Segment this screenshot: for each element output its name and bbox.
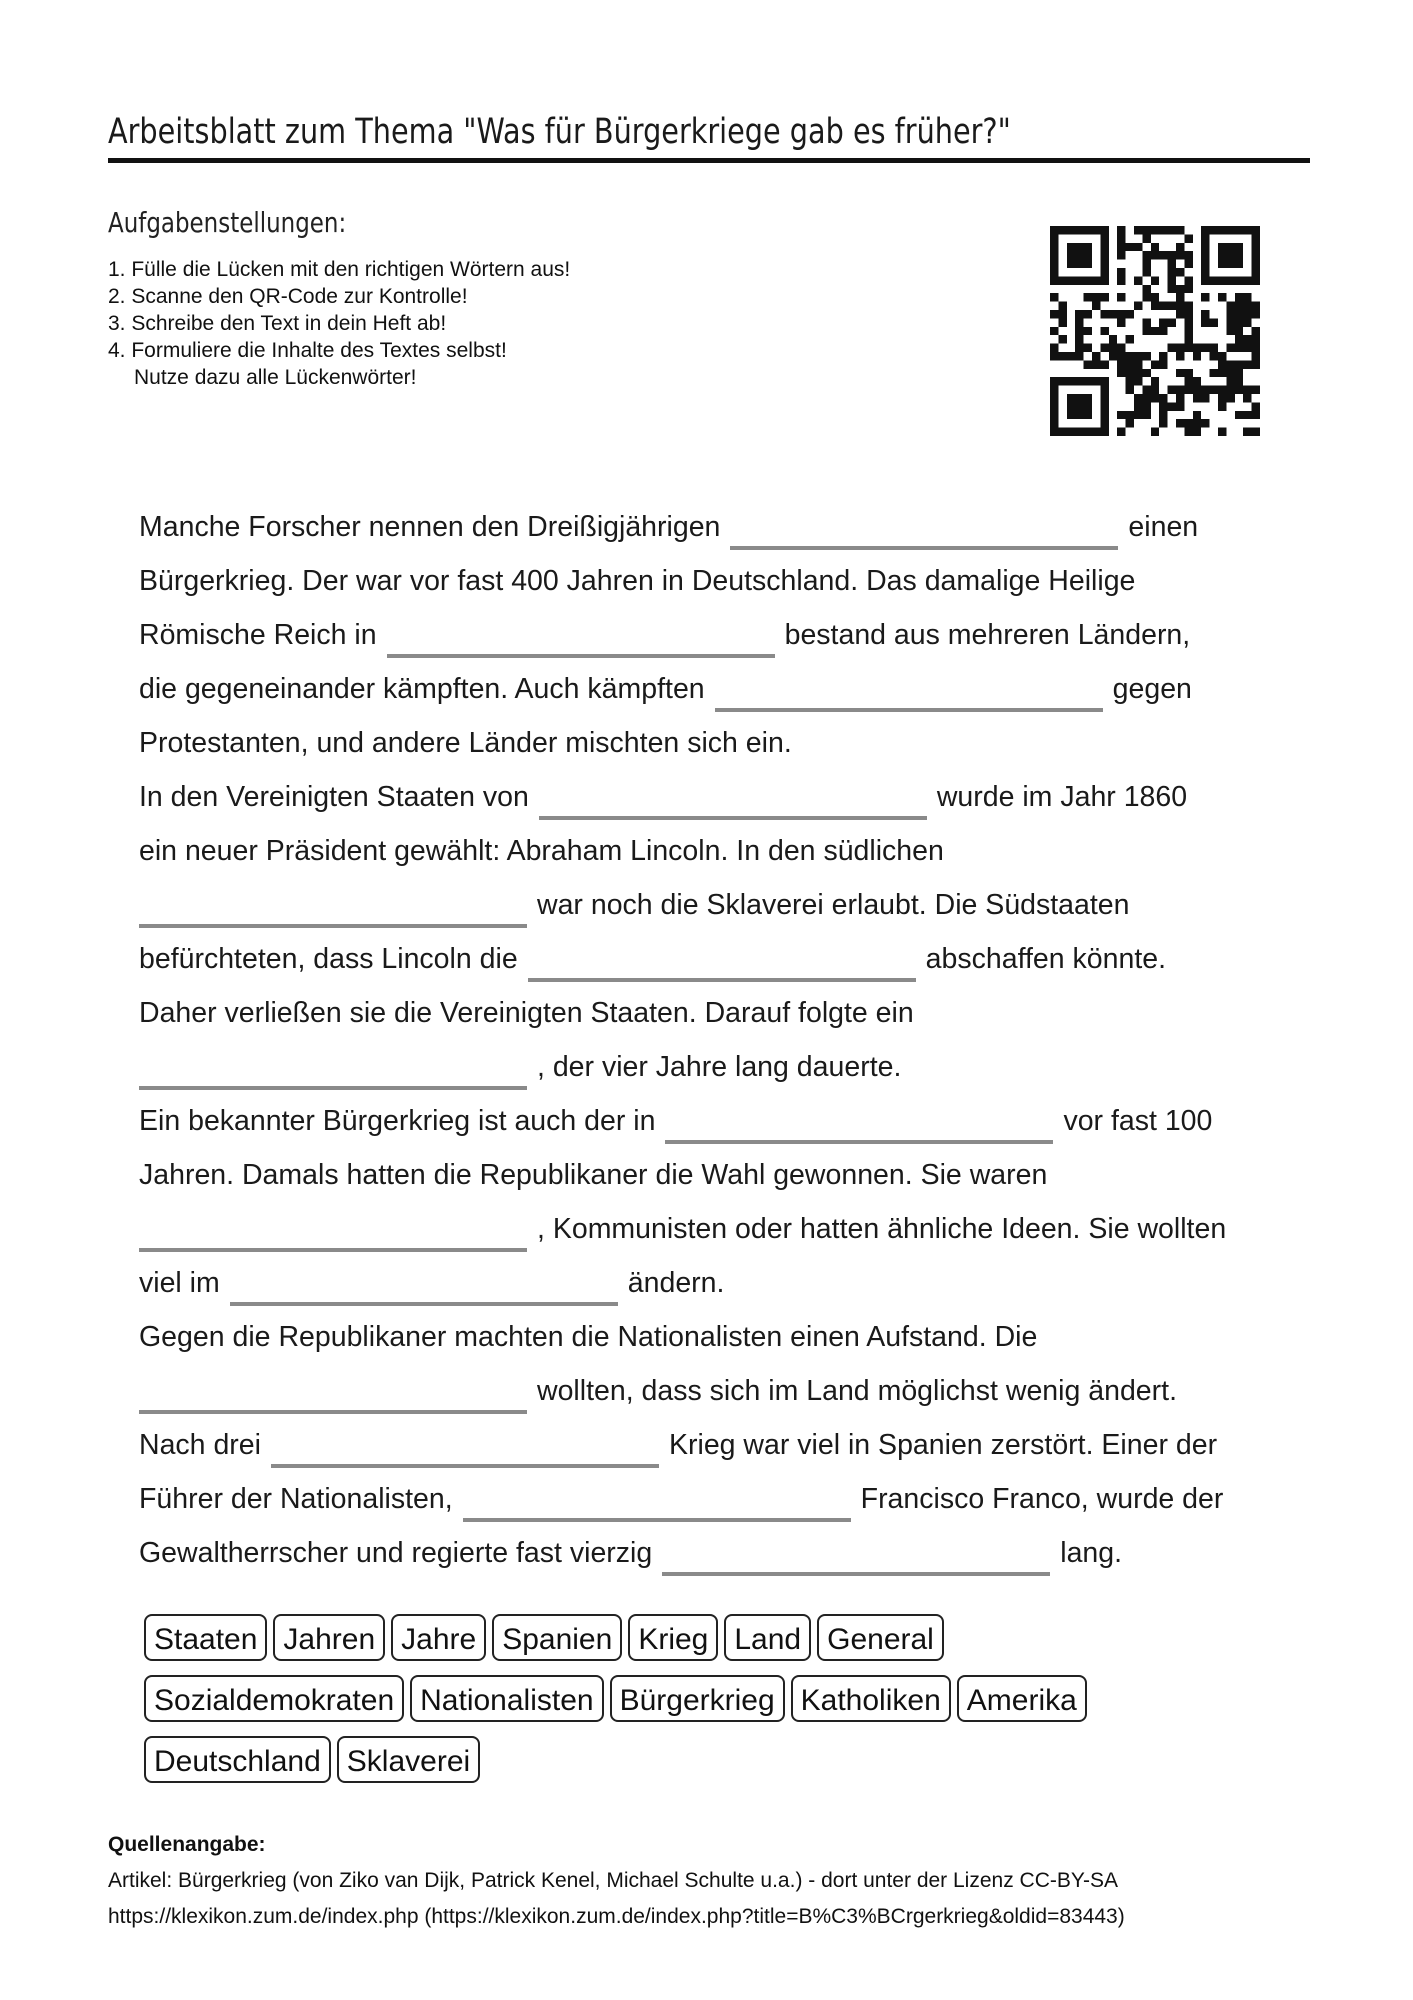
cloze-text-segment: ein neuer Präsident gewählt: Abraham Lincoln. In den südlichen — [139, 835, 944, 867]
cloze-text-segment: Bürgerkrieg. Der war vor fast 400 Jahren in Deutschland. Das damalige Heilige — [139, 565, 1136, 597]
cloze-text-segment: Gewaltherrscher und regierte fast vierzig — [139, 1537, 653, 1569]
word-chip[interactable]: Jahren — [273, 1614, 385, 1661]
qr-code-icon[interactable] — [1050, 226, 1260, 436]
cloze-line — [139, 608, 1289, 662]
word-chip[interactable]: Krieg — [628, 1614, 718, 1661]
task-item: 3. Schreibe den Text in dein Heft ab! — [108, 312, 447, 335]
word-chip[interactable]: Deutschland — [144, 1736, 331, 1783]
cloze-text-segment: abschaffen könnte. — [925, 943, 1167, 975]
cloze-blank[interactable] — [528, 978, 916, 982]
cloze-text-segment: vor fast 100 — [1063, 1105, 1213, 1137]
cloze-line — [139, 824, 1289, 878]
cloze-blank[interactable] — [387, 654, 775, 658]
cloze-text — [139, 500, 1289, 1580]
word-chip[interactable]: Katholiken — [791, 1675, 951, 1722]
cloze-blank[interactable] — [139, 1248, 527, 1252]
cloze-line — [139, 554, 1289, 608]
task-item: 2. Scanne den QR-Code zur Kontrolle! — [108, 285, 468, 308]
cloze-blank[interactable] — [230, 1302, 618, 1306]
task-list — [108, 256, 570, 391]
cloze-text-segment: wollten, dass sich im Land möglichst wenig ändert. — [537, 1375, 1177, 1407]
cloze-text-segment: Gegen die Republikaner machten die Nationalisten einen Aufstand. Die — [139, 1321, 1038, 1353]
word-chip[interactable]: General — [817, 1614, 944, 1661]
cloze-text-segment: , der vier Jahre lang dauerte. — [537, 1051, 902, 1083]
cloze-text-segment: Daher verließen sie die Vereinigten Staaten. Darauf folgte ein — [139, 997, 914, 1029]
title-underline — [108, 158, 1310, 163]
cloze-line — [139, 662, 1289, 716]
cloze-text-segment: Römische Reich in — [139, 619, 377, 651]
word-chip[interactable]: Amerika — [957, 1675, 1087, 1722]
cloze-text-segment: Nach drei — [139, 1429, 261, 1461]
cloze-line — [139, 1364, 1289, 1418]
word-chip[interactable]: Jahre — [391, 1614, 486, 1661]
word-bank-row — [144, 1614, 1264, 1675]
cloze-blank[interactable] — [715, 708, 1103, 712]
word-chip[interactable]: Spanien — [492, 1614, 622, 1661]
source-article: Artikel: Bürgerkrieg (von Ziko van Dijk, Patrick Kenel, Michael Schulte u.a.) - dort unter der Lizenz CC-BY-SA — [108, 1869, 1118, 1892]
cloze-line — [139, 500, 1289, 554]
cloze-line — [139, 1040, 1289, 1094]
word-chip[interactable]: Sozialdemokraten — [144, 1675, 404, 1722]
word-bank-row — [144, 1736, 1264, 1797]
cloze-line — [139, 716, 1289, 770]
cloze-text-segment: lang. — [1060, 1537, 1123, 1569]
cloze-text-segment: wurde im Jahr 1860 — [936, 781, 1188, 813]
cloze-blank[interactable] — [730, 546, 1118, 550]
word-chip[interactable]: Sklaverei — [337, 1736, 480, 1783]
word-chip[interactable]: Bürgerkrieg — [610, 1675, 785, 1722]
cloze-blank[interactable] — [665, 1140, 1053, 1144]
cloze-text-segment: ändern. — [627, 1267, 725, 1299]
cloze-blank[interactable] — [139, 1086, 527, 1090]
cloze-text-segment: die gegeneinander kämpften. Auch kämpften — [139, 673, 705, 705]
cloze-text-segment: Manche Forscher nennen den Dreißigjährigen — [139, 511, 721, 543]
cloze-text-segment: Führer der Nationalisten, — [139, 1483, 453, 1515]
word-bank — [144, 1614, 1264, 1797]
cloze-blank[interactable] — [539, 816, 927, 820]
cloze-text-segment: viel im — [139, 1267, 220, 1299]
cloze-blank[interactable] — [662, 1572, 1050, 1576]
word-bank-row — [144, 1675, 1264, 1736]
tasks-heading: Aufgabenstellungen: — [108, 206, 347, 239]
cloze-blank[interactable] — [463, 1518, 851, 1522]
cloze-text-segment: Protestanten, und andere Länder mischten sich ein. — [139, 727, 792, 759]
page-title: Arbeitsblatt zum Thema "Was für Bürgerkriege gab es früher?" — [108, 112, 1011, 152]
cloze-text-segment: Ein bekannter Bürgerkrieg ist auch der in — [139, 1105, 656, 1137]
cloze-blank[interactable] — [139, 924, 527, 928]
cloze-line — [139, 1256, 1289, 1310]
cloze-line — [139, 878, 1289, 932]
cloze-line — [139, 1310, 1289, 1364]
word-chip[interactable]: Land — [724, 1614, 811, 1661]
cloze-line — [139, 770, 1289, 824]
cloze-blank[interactable] — [139, 1410, 527, 1414]
task-item: 1. Fülle die Lücken mit den richtigen Wörtern aus! — [108, 258, 571, 281]
cloze-text-segment: , Kommunisten oder hatten ähnliche Ideen. Sie wollten — [537, 1213, 1227, 1245]
cloze-line — [139, 1148, 1289, 1202]
cloze-text-segment: Krieg war viel in Spanien zerstört. Einer der — [668, 1429, 1218, 1461]
cloze-line — [139, 1094, 1289, 1148]
cloze-text-segment: Jahren. Damals hatten die Republikaner die Wahl gewonnen. Sie waren — [139, 1159, 1048, 1191]
cloze-line — [139, 986, 1289, 1040]
task-item: 4. Formuliere die Inhalte des Textes selbst! — [108, 339, 507, 362]
cloze-line — [139, 1418, 1289, 1472]
cloze-line — [139, 1472, 1289, 1526]
cloze-text-segment: Francisco Franco, wurde der — [860, 1483, 1224, 1515]
task-item-continuation: Nutze dazu alle Lückenwörter! — [134, 366, 417, 389]
cloze-blank[interactable] — [271, 1464, 659, 1468]
word-chip[interactable]: Nationalisten — [410, 1675, 603, 1722]
cloze-text-segment: bestand aus mehreren Ländern, — [784, 619, 1191, 651]
source-citation — [108, 1827, 1125, 1935]
source-heading: Quellenangabe: — [108, 1833, 266, 1856]
cloze-line — [139, 1202, 1289, 1256]
cloze-text-segment: einen — [1128, 511, 1199, 543]
source-url: https://klexikon.zum.de/index.php (https://klexikon.zum.de/index.php?title=B%C3%BCrgerkrieg&oldid=83443) — [108, 1905, 1125, 1928]
cloze-text-segment: In den Vereinigten Staaten von — [139, 781, 529, 813]
cloze-line — [139, 1526, 1289, 1580]
cloze-text-segment: war noch die Sklaverei erlaubt. Die Südstaaten — [537, 889, 1130, 921]
cloze-text-segment: befürchteten, dass Lincoln die — [139, 943, 518, 975]
cloze-line — [139, 932, 1289, 986]
word-chip[interactable]: Staaten — [144, 1614, 267, 1661]
cloze-text-segment: gegen — [1112, 673, 1192, 705]
